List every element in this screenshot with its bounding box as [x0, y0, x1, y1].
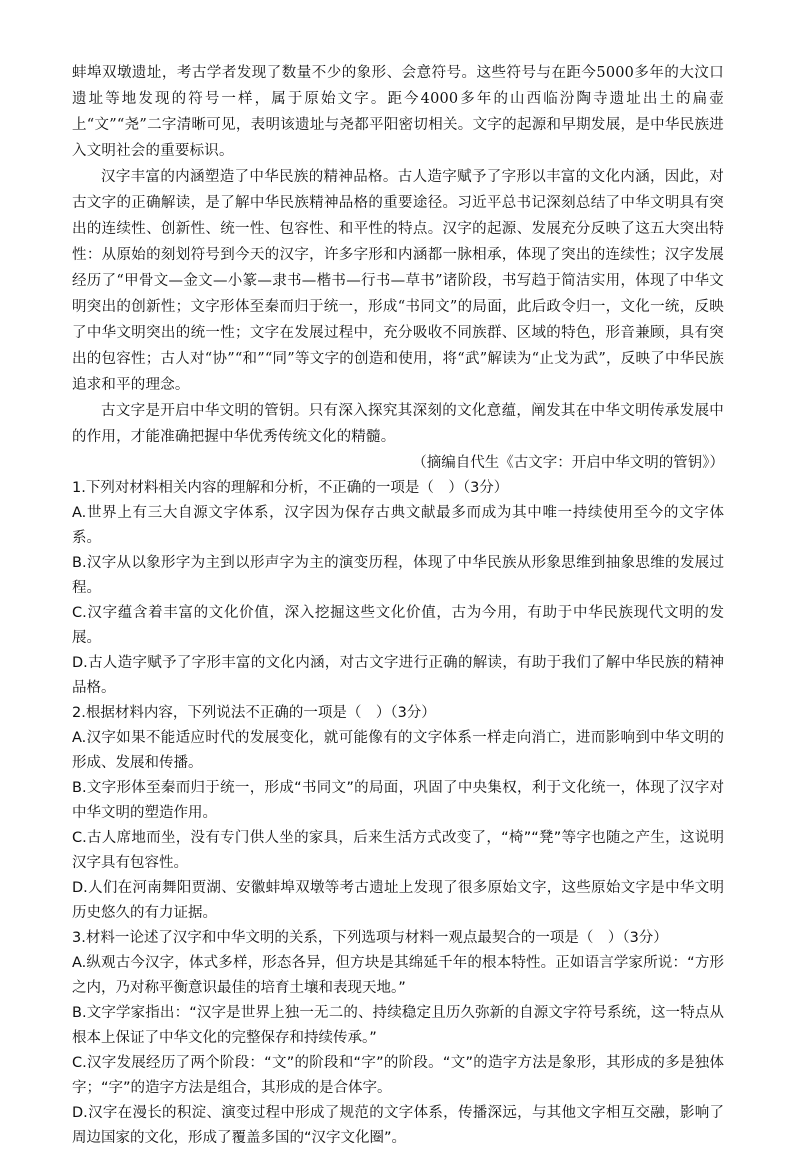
option-d: D.汉字在漫长的积淀、演变过程中形成了规范的文字体系，传播深远，与其他文字相互交融，影响了周边国家的文化，形成了覆盖多国的“汉字文化圈”。 [72, 1105, 724, 1146]
document-page [72, 60, 724, 1151]
option-d: D.人们在河南舞阳贾湖、安徽蚌埠双墩等考古遗址上发现了很多原始文字，这些原始文字是中华文明历史悠久的有力证据。 [72, 880, 724, 921]
question-1 [72, 476, 724, 701]
question-stem: 1.下列对材料相关内容的理解和分析，不正确的一项是（ ）（3分） [72, 480, 509, 496]
question-list [72, 476, 724, 1151]
option-b: B.文字学家指出：“汉字是世界上独一无二的、持续稳定且历久弥新的自源文字符号系统，这一特点从根本上保证了中华文化的完整保存和持续传承。” [72, 1005, 724, 1046]
question-stem: 2.根据材料内容，下列说法不正确的一项是（ ）（3分） [72, 705, 436, 721]
question-stem: 3.材料一论述了汉字和中华文明的关系，下列选项与材料一观点最契合的一项是（ ）（3分） [72, 930, 668, 946]
passage-paragraph: 蚌埠双墩遗址，考古学者发现了数量不少的象形、会意符号。这些符号与在距今5000多年的大汶口遗址等地发现的符号一样，属于原始文字。距今4000多年的山西临汾陶寺遗址出土的扁壶上“文”“尧”二字清晰可见，表明该遗址与尧都平阳密切相关。文字的起源和早期发展，是中华民族进入文明社会的重要标识。 [72, 65, 724, 159]
option-c: C.汉字蕴含着丰富的文化价值，深入挖掘这些文化价值，古为今用，有助于中华民族现代文明的发展。 [72, 605, 724, 646]
passage-source: （摘编自代生《古文字：开启中华文明的管钥》） [412, 455, 724, 471]
option-b: B.文字形体至秦而归于统一，形成“书同文”的局面，巩固了中央集权，利于文化统一，体现了汉字对中华文明的塑造作用。 [72, 780, 724, 821]
option-c: C.汉字发展经历了两个阶段：“文”的阶段和“字”的阶段。“文”的造字方法是象形，其形成的多是独体字；“字”的造字方法是组合，其形成的是合体字。 [72, 1055, 724, 1096]
option-a: A.纵观古今汉字，体式多样，形态各异，但方块是其绵延千年的根本特性。正如语言学家所说：“方形之内，乃对称平衡意识最佳的培育土壤和表现天地。” [72, 955, 724, 996]
passage-paragraph: 汉字丰富的内涵塑造了中华民族的精神品格。古人造字赋予了字形以丰富的文化内涵，因此，对古文字的正确解读，是了解中华民族精神品格的重要途径。习近平总书记深刻总结了中华文明具有突出的连续性、创新性、统一性、包容性、和平性的特点。汉字的起源、发展充分反映了这五大突出特性：从原始的刻划符号到今天的汉字，许多字形和内涵都一脉相承，体现了突出的连续性；汉字发展经历了“甲骨文—金文—小篆—隶书—楷书—行书—草书”诸阶段，书写趋于简洁实用，体现了中华文明突出的创新性；文字形体至秦而归于统一，形成“书同文”的局面，此后政令归一，文化一统，反映了中华文明突出的统一性；文字在发展过程中，充分吸收不同族群、区域的特色，形音兼顾，具有突出的包容性；古人对“协”“和”“同”等文字的创造和使用，将“武”解读为“止戈为武”，反映了中华民族追求和平的理念。 [72, 169, 724, 393]
option-c: C.古人席地而坐，没有专门供人坐的家具，后来生活方式改变了，“椅”“凳”等字也随之产生，这说明汉字具有包容性。 [72, 830, 724, 871]
passage-paragraph: 古文字是开启中华文明的管钥。只有深入探究其深刻的文化意蕴，阐发其在中华文明传承发展中的作用，才能准确把握中华优秀传统文化的精髓。 [72, 403, 724, 445]
option-b: B.汉字从以象形字为主到以形声字为主的演变历程，体现了中华民族从形象思维到抽象思维的发展过程。 [72, 555, 724, 596]
option-a: A.汉字如果不能适应时代的发展变化，就可能像有的文字体系一样走向消亡，进而影响到中华文明的形成、发展和传播。 [72, 730, 724, 771]
option-a: A.世界上有三大自源文字体系，汉字因为保存古典文献最多而成为其中唯一持续使用至今的文字体系。 [72, 505, 724, 546]
question-3 [72, 926, 724, 1151]
question-2 [72, 701, 724, 926]
reading-passage [72, 60, 724, 450]
option-d: D.古人造字赋予了字形丰富的文化内涵，对古文字进行正确的解读，有助于我们了解中华民族的精神品格。 [72, 655, 724, 696]
